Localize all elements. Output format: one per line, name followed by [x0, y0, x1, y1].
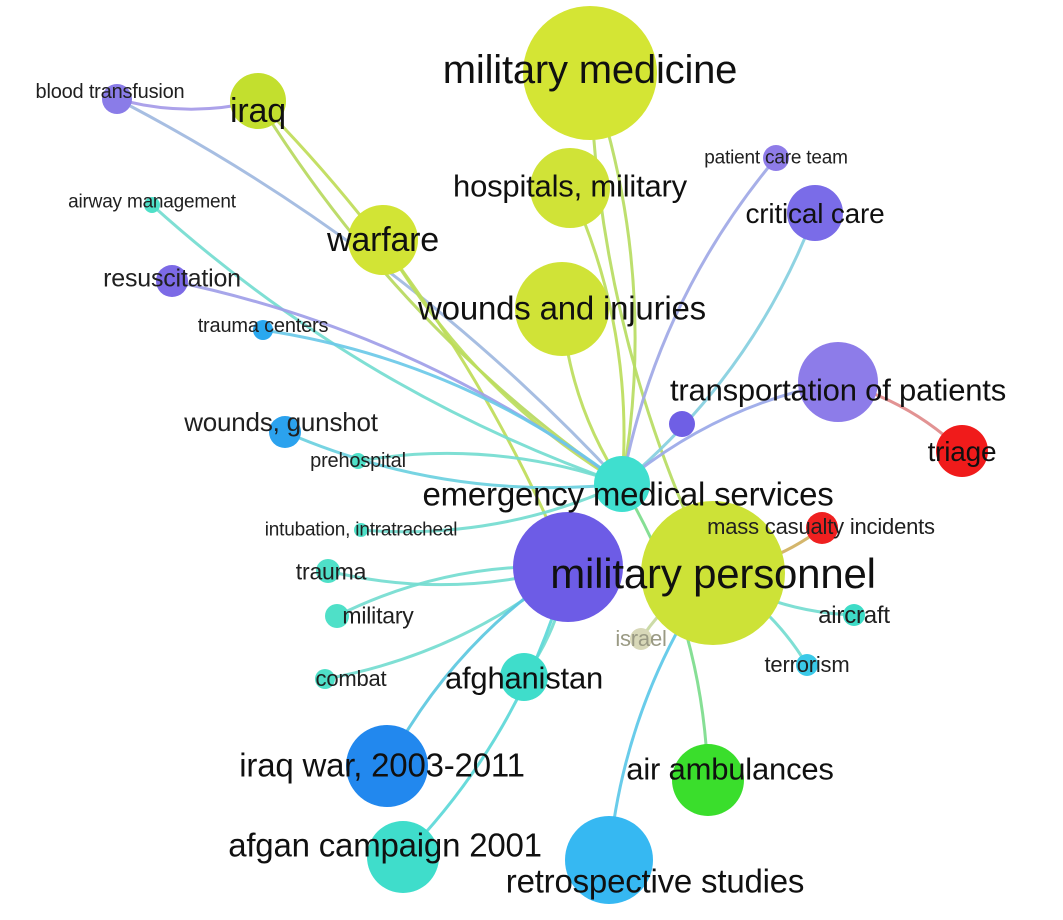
- network-node-label-emergency-medical-services: emergency medical services: [422, 475, 834, 513]
- network-node-label-aircraft: aircraft: [818, 602, 890, 629]
- network-node-label-resuscitation: resuscitation: [103, 264, 241, 293]
- network-node-label-iraq-war: iraq war, 2003-2011: [239, 746, 525, 784]
- network-node-label-israel: israel: [615, 626, 667, 651]
- network-node-label-military-personnel: military personnel: [550, 550, 876, 597]
- network-node-label-hospitals-military: hospitals, military: [453, 168, 687, 204]
- network-node-label-intubation-intratracheal: intubation, intratracheal: [264, 519, 458, 541]
- network-node-label-prehospital: prehospital: [310, 450, 406, 472]
- network-node-label-trauma-centers: trauma centers: [197, 315, 329, 337]
- network-node-label-afgan-campaign-2001: afgan campaign 2001: [228, 826, 542, 864]
- network-node-label-wounds-and-injuries: wounds and injuries: [418, 289, 706, 327]
- network-node-label-combat: combat: [315, 666, 387, 691]
- network-node-label-patient-care-team: patient care team: [704, 147, 848, 169]
- network-node-label-retrospective-studies: retrospective studies: [505, 862, 805, 900]
- network-node-label-critical-care: critical care: [745, 198, 885, 229]
- network-node-label-wounds-gunshot: wounds, gunshot: [184, 407, 378, 437]
- network-node-label-afghanistan: afghanistan: [444, 660, 604, 696]
- network-node-label-military-medicine: military medicine: [442, 48, 738, 92]
- network-node-label-air-ambulances: air ambulances: [626, 751, 834, 787]
- network-node-label-military: military: [342, 602, 414, 629]
- network-node-label-blood-transfusion: blood transfusion: [35, 81, 185, 103]
- network-edge: [622, 213, 815, 484]
- network-node-label-warfare: warfare: [327, 221, 439, 259]
- network-node-label-trauma: trauma: [295, 558, 367, 585]
- network-node-label-terrorism: terrorism: [764, 652, 850, 677]
- network-node-label-transportation-of-patients: transportation of patients: [669, 372, 1007, 408]
- network-node-unlabeled-node[interactable]: [669, 411, 695, 437]
- network-node-label-iraq: iraq: [230, 92, 286, 130]
- network-node-label-triage: triage: [927, 436, 997, 467]
- network-node-label-airway-management: airway management: [68, 191, 236, 213]
- network-node-label-mass-casualty-incidents: mass casualty incidents: [707, 514, 935, 539]
